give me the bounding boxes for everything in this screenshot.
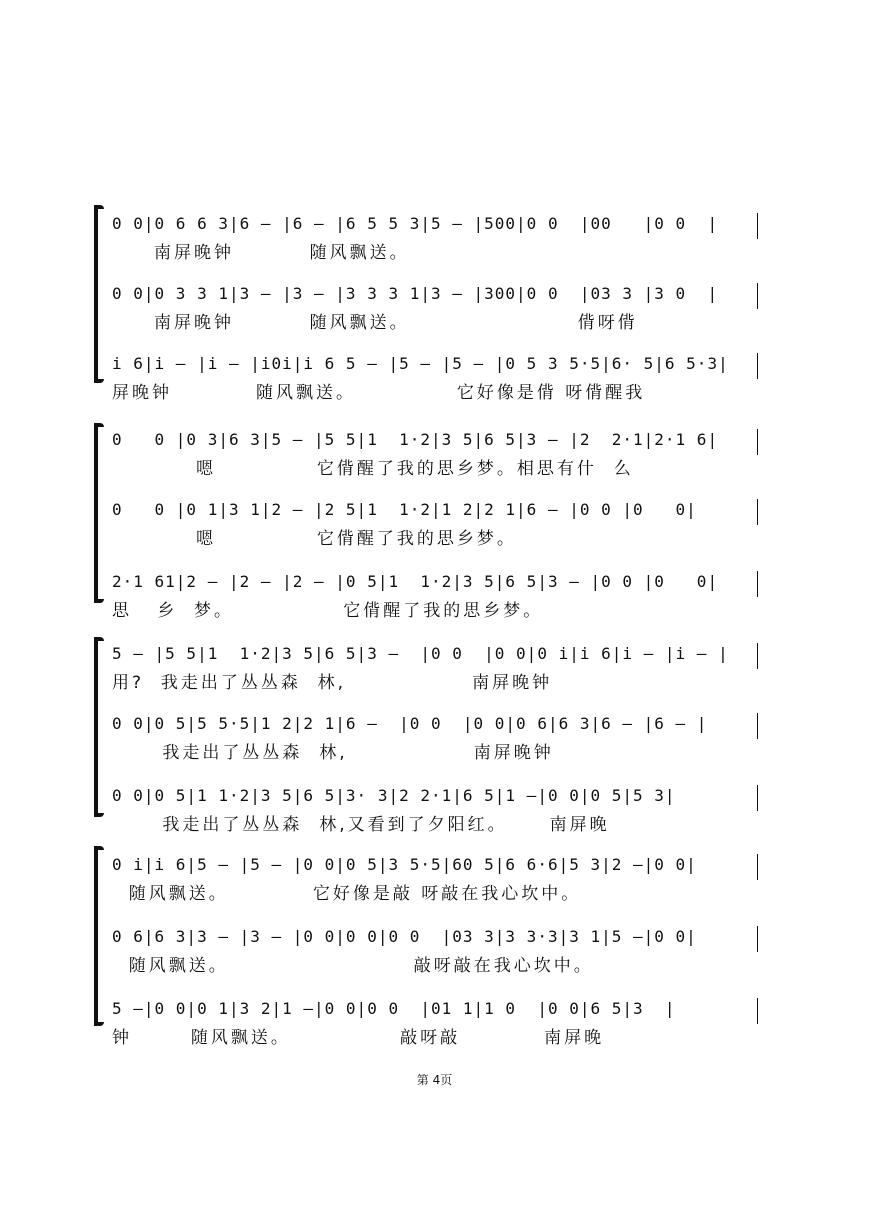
lyrics-line: 南屏晚钟 随风飘送。 xyxy=(112,243,410,263)
notes-line: 5 –|0 0|0 1|3 2|1 –|0 0|0 0 |01 1|1 0 |0 0|6 5|3 | xyxy=(112,999,676,1018)
lyrics-line: 随风飘送。 它好像是敲 呀敲在我心坎中。 xyxy=(112,884,582,904)
lyrics-line: 屏晚钟 随风飘送。 它好像是偝 呀偝醒我 xyxy=(112,383,646,403)
voice-row-alto xyxy=(112,499,752,551)
lyrics-line: 钟 随风飘送。 敲呀敲 南屏晚 xyxy=(112,1028,605,1048)
lyrics-line: 随风飘送。 敲呀敲在我心坎中。 xyxy=(112,956,594,976)
score-system-3 xyxy=(94,637,764,835)
voice-row-soprano xyxy=(112,429,752,481)
voice-row-alto xyxy=(112,926,752,978)
notes-line: 0 0 |0 3|6 3|5 – |5 5|1 1·2|3 5|6 5|3 – |2 2·1|2·1 6| xyxy=(112,430,719,449)
notes-line: 0 0|0 3 3 1|3 – |3 – |3 3 3 1|3 – |300|0 0 |03 3 |3 0 | xyxy=(112,284,719,303)
notes-line: i 6|i – |i – |i0i|i 6 5 – |5 – |5 – |0 5 3 5·5|6· 5|6 5·3| xyxy=(112,354,729,373)
lyrics-line: 嗯 它偝醒了我的思乡梦。相思有什 么 xyxy=(112,459,634,479)
lyrics-line: 用? 我走出了丛丛森 林, 南屏晚钟 xyxy=(112,673,553,693)
voice-row-bass xyxy=(112,571,752,623)
system-bracket xyxy=(94,846,104,1026)
notes-line: 0 0 |0 1|3 1|2 – |2 5|1 1·2|1 2|2 1|6 – |0 0 |0 0| xyxy=(112,500,697,519)
voice-row-alto xyxy=(112,713,752,765)
notes-line: 0 i|i 6|5 – |5 – |0 0|0 5|3 5·5|60 5|6 6·6|5 3|2 –|0 0| xyxy=(112,855,697,874)
notes-line: 5 – |5 5|1 1·2|3 5|6 5|3 – |0 0 |0 0|0 i|i 6|i – |i – | xyxy=(112,644,729,663)
voice-row-bass xyxy=(112,785,752,837)
notes-line: 2·1 61|2 – |2 – |2 – |0 5|1 1·2|3 5|6 5|3 – |0 0 |0 0| xyxy=(112,572,719,591)
notes-line: 0 0|0 5|5 5·5|1 2|2 1|6 – |0 0 |0 0|0 6|6 3|6 – |6 – | xyxy=(112,714,708,733)
lyrics-line: 思 乡 梦。 它偝醒了我的思乡梦。 xyxy=(112,601,544,621)
voice-row-alto xyxy=(112,283,752,335)
score-system-4 xyxy=(94,846,764,1048)
voice-row-soprano xyxy=(112,213,752,265)
system-bracket xyxy=(94,205,104,383)
page-number: 第 4页 xyxy=(416,1073,453,1087)
lyrics-line: 南屏晚钟 随风飘送。 偝呀偝 xyxy=(112,313,638,333)
score-system-1 xyxy=(94,205,764,403)
notes-line: 0 0|0 6 6 3|6 – |6 – |6 5 5 3|5 – |500|0 0 |00 |0 0 | xyxy=(112,214,719,233)
system-bracket xyxy=(94,423,104,603)
lyrics-line: 嗯 它偝醒了我的思乡梦。 xyxy=(112,529,517,549)
lyrics-line: 我走出了丛丛森 林,又看到了夕阳红。 南屏晚 xyxy=(112,815,610,835)
voice-row-bass xyxy=(112,353,752,405)
score-system-2 xyxy=(94,423,764,621)
voice-row-soprano xyxy=(112,643,752,695)
voice-row-soprano xyxy=(112,854,752,906)
voice-row-bass xyxy=(112,998,752,1050)
notes-line: 0 6|6 3|3 – |3 – |0 0|0 0|0 0 |03 3|3 3·3|3 1|5 –|0 0| xyxy=(112,927,697,946)
lyrics-line: 我走出了丛丛森 林, 南屏晚钟 xyxy=(112,743,554,763)
notes-line: 0 0|0 5|1 1·2|3 5|6 5|3· 3|2 2·1|6 5|1 –|0 0|0 5|5 3| xyxy=(112,786,676,805)
system-bracket xyxy=(94,637,104,817)
